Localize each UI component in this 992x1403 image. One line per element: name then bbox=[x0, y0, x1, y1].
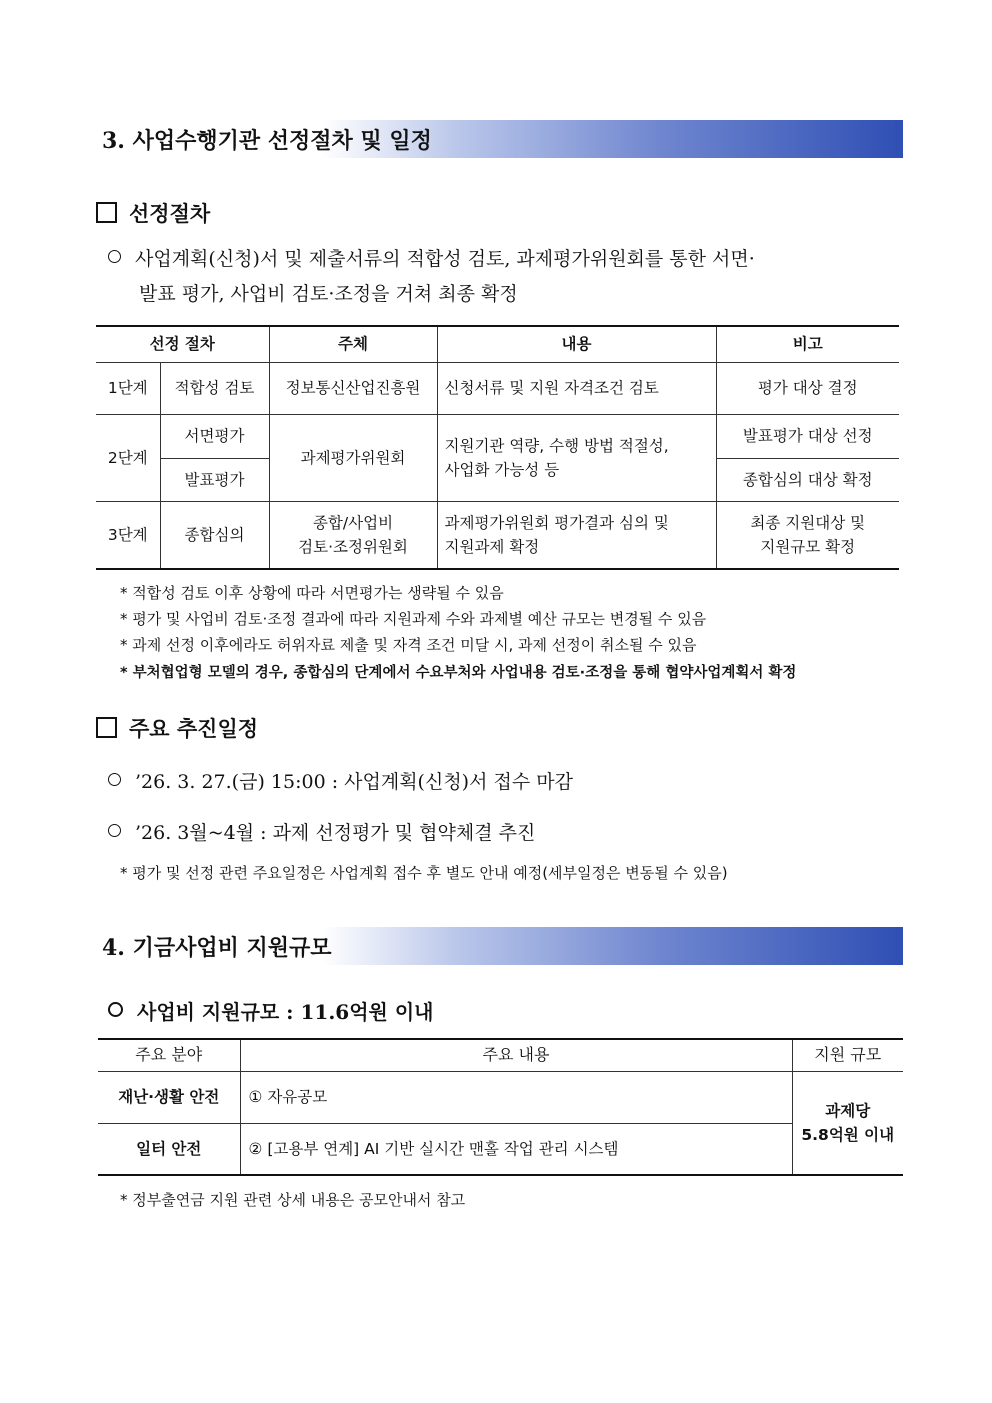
table-row bbox=[96, 415, 899, 459]
schedule-heading bbox=[96, 713, 258, 743]
table-row bbox=[96, 363, 899, 415]
procedure-note-bold: * 부처협업형 모델의 경우, 종합심의 단계에서 수요부처와 사업내용 검토·조정을 통해 협약사업계획서 확정 bbox=[120, 665, 797, 681]
schedule-item bbox=[108, 818, 535, 845]
schedule-item-text: ’26. 3월~4월 : 과제 선정평가 및 협약체결 추진 bbox=[135, 822, 536, 844]
schedule-heading-label: 주요 추진일정 bbox=[129, 716, 259, 741]
header-stage: 선정 절차 bbox=[96, 326, 269, 363]
procedure-table-header bbox=[96, 326, 899, 363]
stage3-content-line1: 과제평가위원회 평가결과 심의 및 bbox=[444, 513, 669, 532]
procedure-note: * 적합성 검토 이후 상황에 따라 서면평가는 생략될 수 있음 bbox=[120, 584, 504, 602]
circle-bullet-icon bbox=[108, 773, 121, 786]
budget-table-header bbox=[98, 1039, 903, 1072]
stage3-note bbox=[716, 502, 899, 569]
header-content: 내용 bbox=[437, 326, 716, 363]
budget-summary bbox=[108, 996, 433, 1025]
procedure-heading bbox=[96, 198, 210, 228]
stage3-content bbox=[437, 502, 716, 569]
row1-field: 재난·생활 안전 bbox=[98, 1072, 240, 1124]
procedure-bullet-line1: 사업계획(신청)서 및 제출서류의 적합성 검토, 과제평가위원회를 통한 서면· bbox=[135, 248, 755, 270]
procedure-heading-label: 선정절차 bbox=[129, 201, 211, 226]
budget-table bbox=[98, 1038, 903, 1176]
circle-bullet-icon bbox=[108, 824, 121, 837]
stage3-content-line2: 지원과제 확정 bbox=[444, 537, 540, 556]
header-actor: 주체 bbox=[269, 326, 437, 363]
procedure-note: * 평가 및 사업비 검토·조정 결과에 따라 지원과제 수와 과제별 예산 규모는 변경될 수 있음 bbox=[120, 610, 707, 628]
section-3-title: 3. 사업수행기관 선정절차 및 일정 bbox=[102, 128, 432, 154]
header-main-content: 주요 내용 bbox=[240, 1039, 792, 1072]
stage1-step: 적합성 검토 bbox=[160, 363, 269, 415]
stage3-actor-line2: 검토·조정위원회 bbox=[298, 537, 408, 556]
stage2-stage: 2단계 bbox=[96, 415, 160, 502]
scale-line1: 과제당 bbox=[825, 1101, 871, 1120]
table-row bbox=[98, 1072, 903, 1124]
budget-note: * 정부출연금 지원 관련 상세 내용은 공모안내서 참고 bbox=[120, 1191, 466, 1209]
stage2-content bbox=[437, 415, 716, 502]
stage3-actor-line1: 종합/사업비 bbox=[312, 513, 394, 532]
stage3-actor bbox=[269, 502, 437, 569]
stage3-note-line2: 지원규모 확정 bbox=[760, 537, 856, 556]
table-row bbox=[96, 502, 899, 569]
stage2-content-line2: 사업화 가능성 등 bbox=[444, 461, 560, 479]
header-field: 주요 분야 bbox=[98, 1039, 240, 1072]
budget-scale bbox=[792, 1072, 903, 1175]
header-note: 비고 bbox=[716, 326, 899, 363]
stage3-stage: 3단계 bbox=[96, 502, 160, 569]
square-bullet-icon bbox=[96, 717, 117, 738]
stage2-note-a: 발표평가 대상 선정 bbox=[716, 415, 899, 459]
row2-content: ② [고용부 연계] AI 기반 실시간 맨홀 작업 관리 시스템 bbox=[240, 1124, 792, 1175]
stage2-content-line1: 지원기관 역량, 수행 방법 적절성, bbox=[444, 436, 669, 455]
table-row bbox=[98, 1124, 903, 1175]
circle-bullet-icon bbox=[108, 1002, 123, 1017]
stage2-note-b: 종합심의 대상 확정 bbox=[716, 459, 899, 502]
procedure-bullet bbox=[108, 244, 755, 271]
stage1-content: 신청서류 및 지원 자격조건 검토 bbox=[437, 363, 716, 415]
stage2-step-b: 발표평가 bbox=[160, 459, 269, 502]
section-4-title: 4. 기금사업비 지원규모 bbox=[102, 935, 332, 961]
stage3-note-line1: 최종 지원대상 및 bbox=[750, 513, 866, 532]
stage1-actor: 정보통신산업진흥원 bbox=[269, 363, 437, 415]
circle-bullet-icon bbox=[108, 250, 121, 263]
header-scale: 지원 규모 bbox=[792, 1039, 903, 1072]
budget-summary-text: 사업비 지원규모 : 11.6억원 이내 bbox=[137, 1000, 434, 1024]
schedule-item bbox=[108, 767, 573, 794]
section-4-header bbox=[96, 927, 903, 965]
stage3-step: 종합심의 bbox=[160, 502, 269, 569]
schedule-item-text: ’26. 3. 27.(금) 15:00 : 사업계획(신청)서 접수 마감 bbox=[135, 771, 573, 793]
stage1-note: 평가 대상 결정 bbox=[716, 363, 899, 415]
square-bullet-icon bbox=[96, 202, 117, 223]
procedure-note: * 과제 선정 이후에라도 허위자료 제출 및 자격 조건 미달 시, 과제 선정이 취소될 수 있음 bbox=[120, 636, 697, 654]
stage1-stage: 1단계 bbox=[96, 363, 160, 415]
stage2-step-a: 서면평가 bbox=[160, 415, 269, 459]
procedure-bullet-line2: 발표 평가, 사업비 검토·조정을 거쳐 최종 확정 bbox=[139, 283, 518, 305]
stage2-actor: 과제평가위원회 bbox=[269, 415, 437, 502]
scale-line2: 5.8억원 이내 bbox=[801, 1125, 895, 1144]
section-3-header bbox=[96, 120, 903, 158]
row2-field: 일터 안전 bbox=[98, 1124, 240, 1175]
procedure-table bbox=[96, 325, 899, 570]
schedule-note: * 평가 및 선정 관련 주요일정은 사업계획 접수 후 별도 안내 예정(세부일정은 변동될 수 있음) bbox=[120, 864, 728, 882]
row1-content: ① 자유공모 bbox=[240, 1072, 792, 1124]
